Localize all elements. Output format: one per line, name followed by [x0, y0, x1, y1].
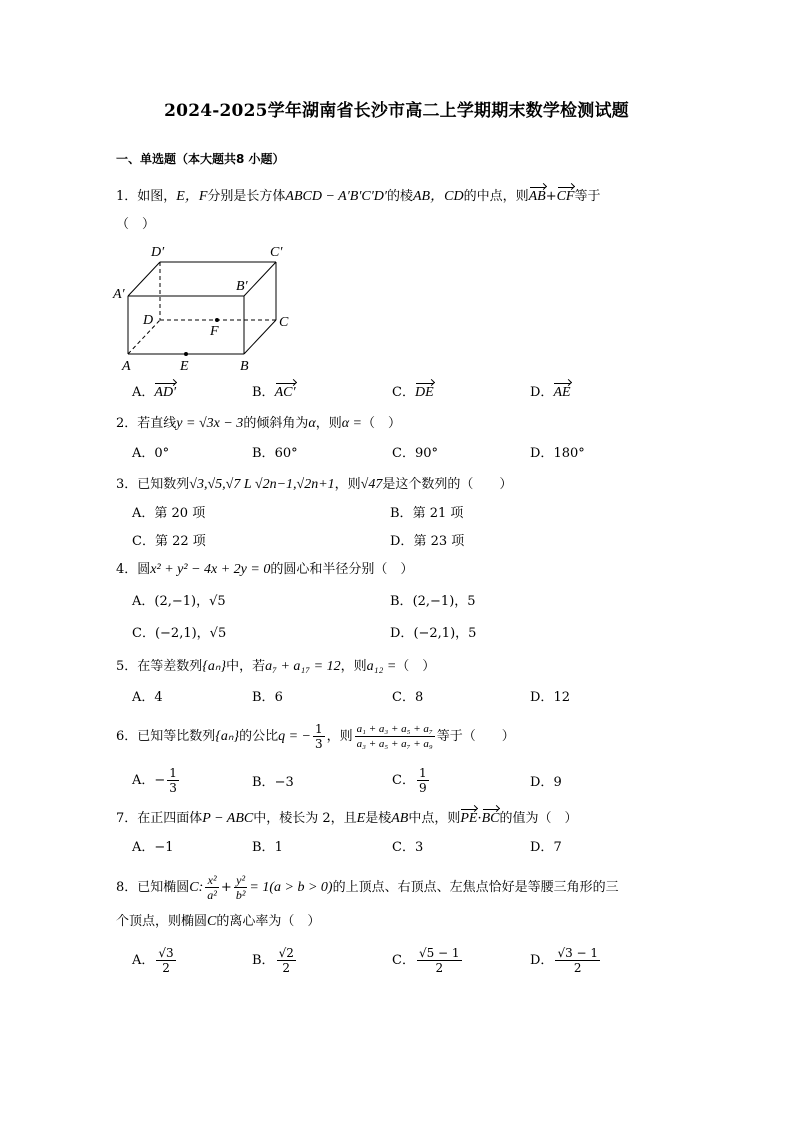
- vector-pe: PE: [460, 811, 478, 826]
- q1-option-a[interactable]: A．AD′: [132, 385, 177, 400]
- question-8: 8．已知椭圆C: $\frac{\text{x²}}{\text{a²}}$ + $\frac{\text{y²}}{\text{b²}}$ = 1(a > b > 0)的上顶点、右顶点、左焦点恰好是等腰三角形的三: [116, 873, 619, 902]
- q7-option-b[interactable]: B．1: [252, 840, 283, 855]
- q4-option-c[interactable]: C．(−2,1)，√5: [132, 626, 227, 641]
- label-c-prime: C′: [270, 245, 283, 260]
- vector-ab: AB: [528, 189, 546, 204]
- label-a: A: [122, 359, 131, 374]
- q5-option-b[interactable]: B．6: [252, 690, 283, 705]
- question-5: 5．在等差数列{aₙ}中，若a₇ + a₁₇ = 12，则a₁₂ =（ ）: [116, 659, 436, 674]
- q2-option-b[interactable]: B．60°: [252, 446, 298, 461]
- q7-option-a[interactable]: A．−1: [132, 840, 174, 855]
- label-c: C: [279, 315, 289, 330]
- q6-ratio-fraction: $\frac{1}{3}$: [315, 722, 323, 751]
- question-7: 7．在正四面体P − ABC中，棱长为 2，且E是棱AB中点，则PE·BC的值为（ ）: [116, 811, 578, 826]
- label-b: B: [240, 359, 249, 374]
- label-d: D: [143, 313, 154, 328]
- q4-option-a[interactable]: A．(2,−1)，√5: [132, 594, 226, 609]
- q5-option-c[interactable]: C．8: [392, 690, 424, 705]
- q8-option-a[interactable]: A． $\frac{√3}{2}$: [132, 946, 174, 975]
- q8-option-d[interactable]: D． $\frac{√3 - 1}{2}$: [530, 946, 599, 975]
- q3-option-b[interactable]: B．第 21 项: [390, 506, 464, 521]
- question-2: 2．若直线y = √3x − 3的倾斜角为α，则α =（ ）: [116, 416, 402, 431]
- page-title: 2024-2025学年湖南省长沙市高二上学期期末数学检测试题: [164, 101, 629, 121]
- question-6: 6．已知等比数列{aₙ}的公比q = − $\frac{1}{3}$ ，则 $\frac{\text{a₁ + a₃ + a₅ + a₇}}{\text{a₃ + a₅ + a₇ + a₉}}$ 等于（ ）: [116, 722, 515, 751]
- question-4: 4．圆x² + y² − 4x + 2y = 0的圆心和半径分别（ ）: [116, 562, 414, 577]
- label-d-prime: D′: [151, 245, 165, 260]
- point-e: [184, 352, 188, 356]
- question-8-line-2: 个顶点，则椭圆C的离心率为（ ）: [116, 914, 321, 929]
- q3-option-c[interactable]: C．第 22 项: [132, 534, 206, 549]
- question-1: 1．如图，E，F分别是长方体ABCD − A′B′C′D′的棱AB，CD的中点，则AB+CF等于: [116, 189, 601, 204]
- q6-sum-fraction: $\frac{\text{a₁ + a₃ + a₅ + a₇}}{\text{a₃ + a₅ + a₇ + a₉}}$: [356, 723, 433, 750]
- q6-option-b[interactable]: B．−3: [252, 775, 294, 790]
- cuboid-figure: [110, 240, 300, 375]
- q8-option-b[interactable]: B． $\frac{√2}{2}$: [252, 946, 294, 975]
- q6-option-c[interactable]: C． $\frac{1}{9}$: [392, 766, 427, 795]
- label-e: E: [180, 359, 189, 374]
- label-a-prime: A′: [113, 287, 125, 302]
- q7-option-d[interactable]: D．7: [530, 840, 562, 855]
- q4-option-d[interactable]: D．(−2,1)，5: [390, 626, 477, 641]
- q6-option-a[interactable]: A．− $\frac{1}{3}$: [132, 766, 177, 795]
- q5-option-a[interactable]: A．4: [132, 690, 163, 705]
- q6-option-d[interactable]: D．9: [530, 775, 562, 790]
- q1-option-d[interactable]: D．AE: [530, 385, 571, 400]
- vector-cf: CF: [556, 189, 575, 204]
- q8-y-fraction: $\frac{\text{y²}}{\text{b²}}$: [235, 873, 246, 902]
- point-f: [215, 318, 219, 322]
- section-heading: 一、单选题（本大题共8 小题）: [116, 152, 285, 166]
- label-f: F: [210, 324, 219, 339]
- question-1-paren: （ ）: [116, 217, 156, 232]
- q4-option-b[interactable]: B．(2,−1)，5: [390, 594, 476, 609]
- q1-option-c[interactable]: C．DE: [392, 385, 434, 400]
- question-3: 3．已知数列√3,√5,√7 L √2n−1,√2n+1，则√47是这个数列的（ ）: [116, 477, 513, 492]
- q3-option-d[interactable]: D．第 23 项: [390, 534, 465, 549]
- label-b-prime: B′: [236, 279, 248, 294]
- q1-option-b[interactable]: B．AC′: [252, 385, 296, 400]
- q8-option-c[interactable]: C． $\frac{√5 - 1}{2}$: [392, 946, 460, 975]
- q2-option-a[interactable]: A．0°: [132, 446, 170, 461]
- q2-option-d[interactable]: D．180°: [530, 446, 585, 461]
- q5-option-d[interactable]: D．12: [530, 690, 570, 705]
- q8-x-fraction: $\frac{\text{x²}}{\text{a²}}$: [207, 873, 217, 902]
- q7-option-c[interactable]: C．3: [392, 840, 424, 855]
- vector-bc: BC: [481, 811, 500, 826]
- q2-option-c[interactable]: C．90°: [392, 446, 438, 461]
- q3-option-a[interactable]: A．第 20 项: [132, 506, 206, 521]
